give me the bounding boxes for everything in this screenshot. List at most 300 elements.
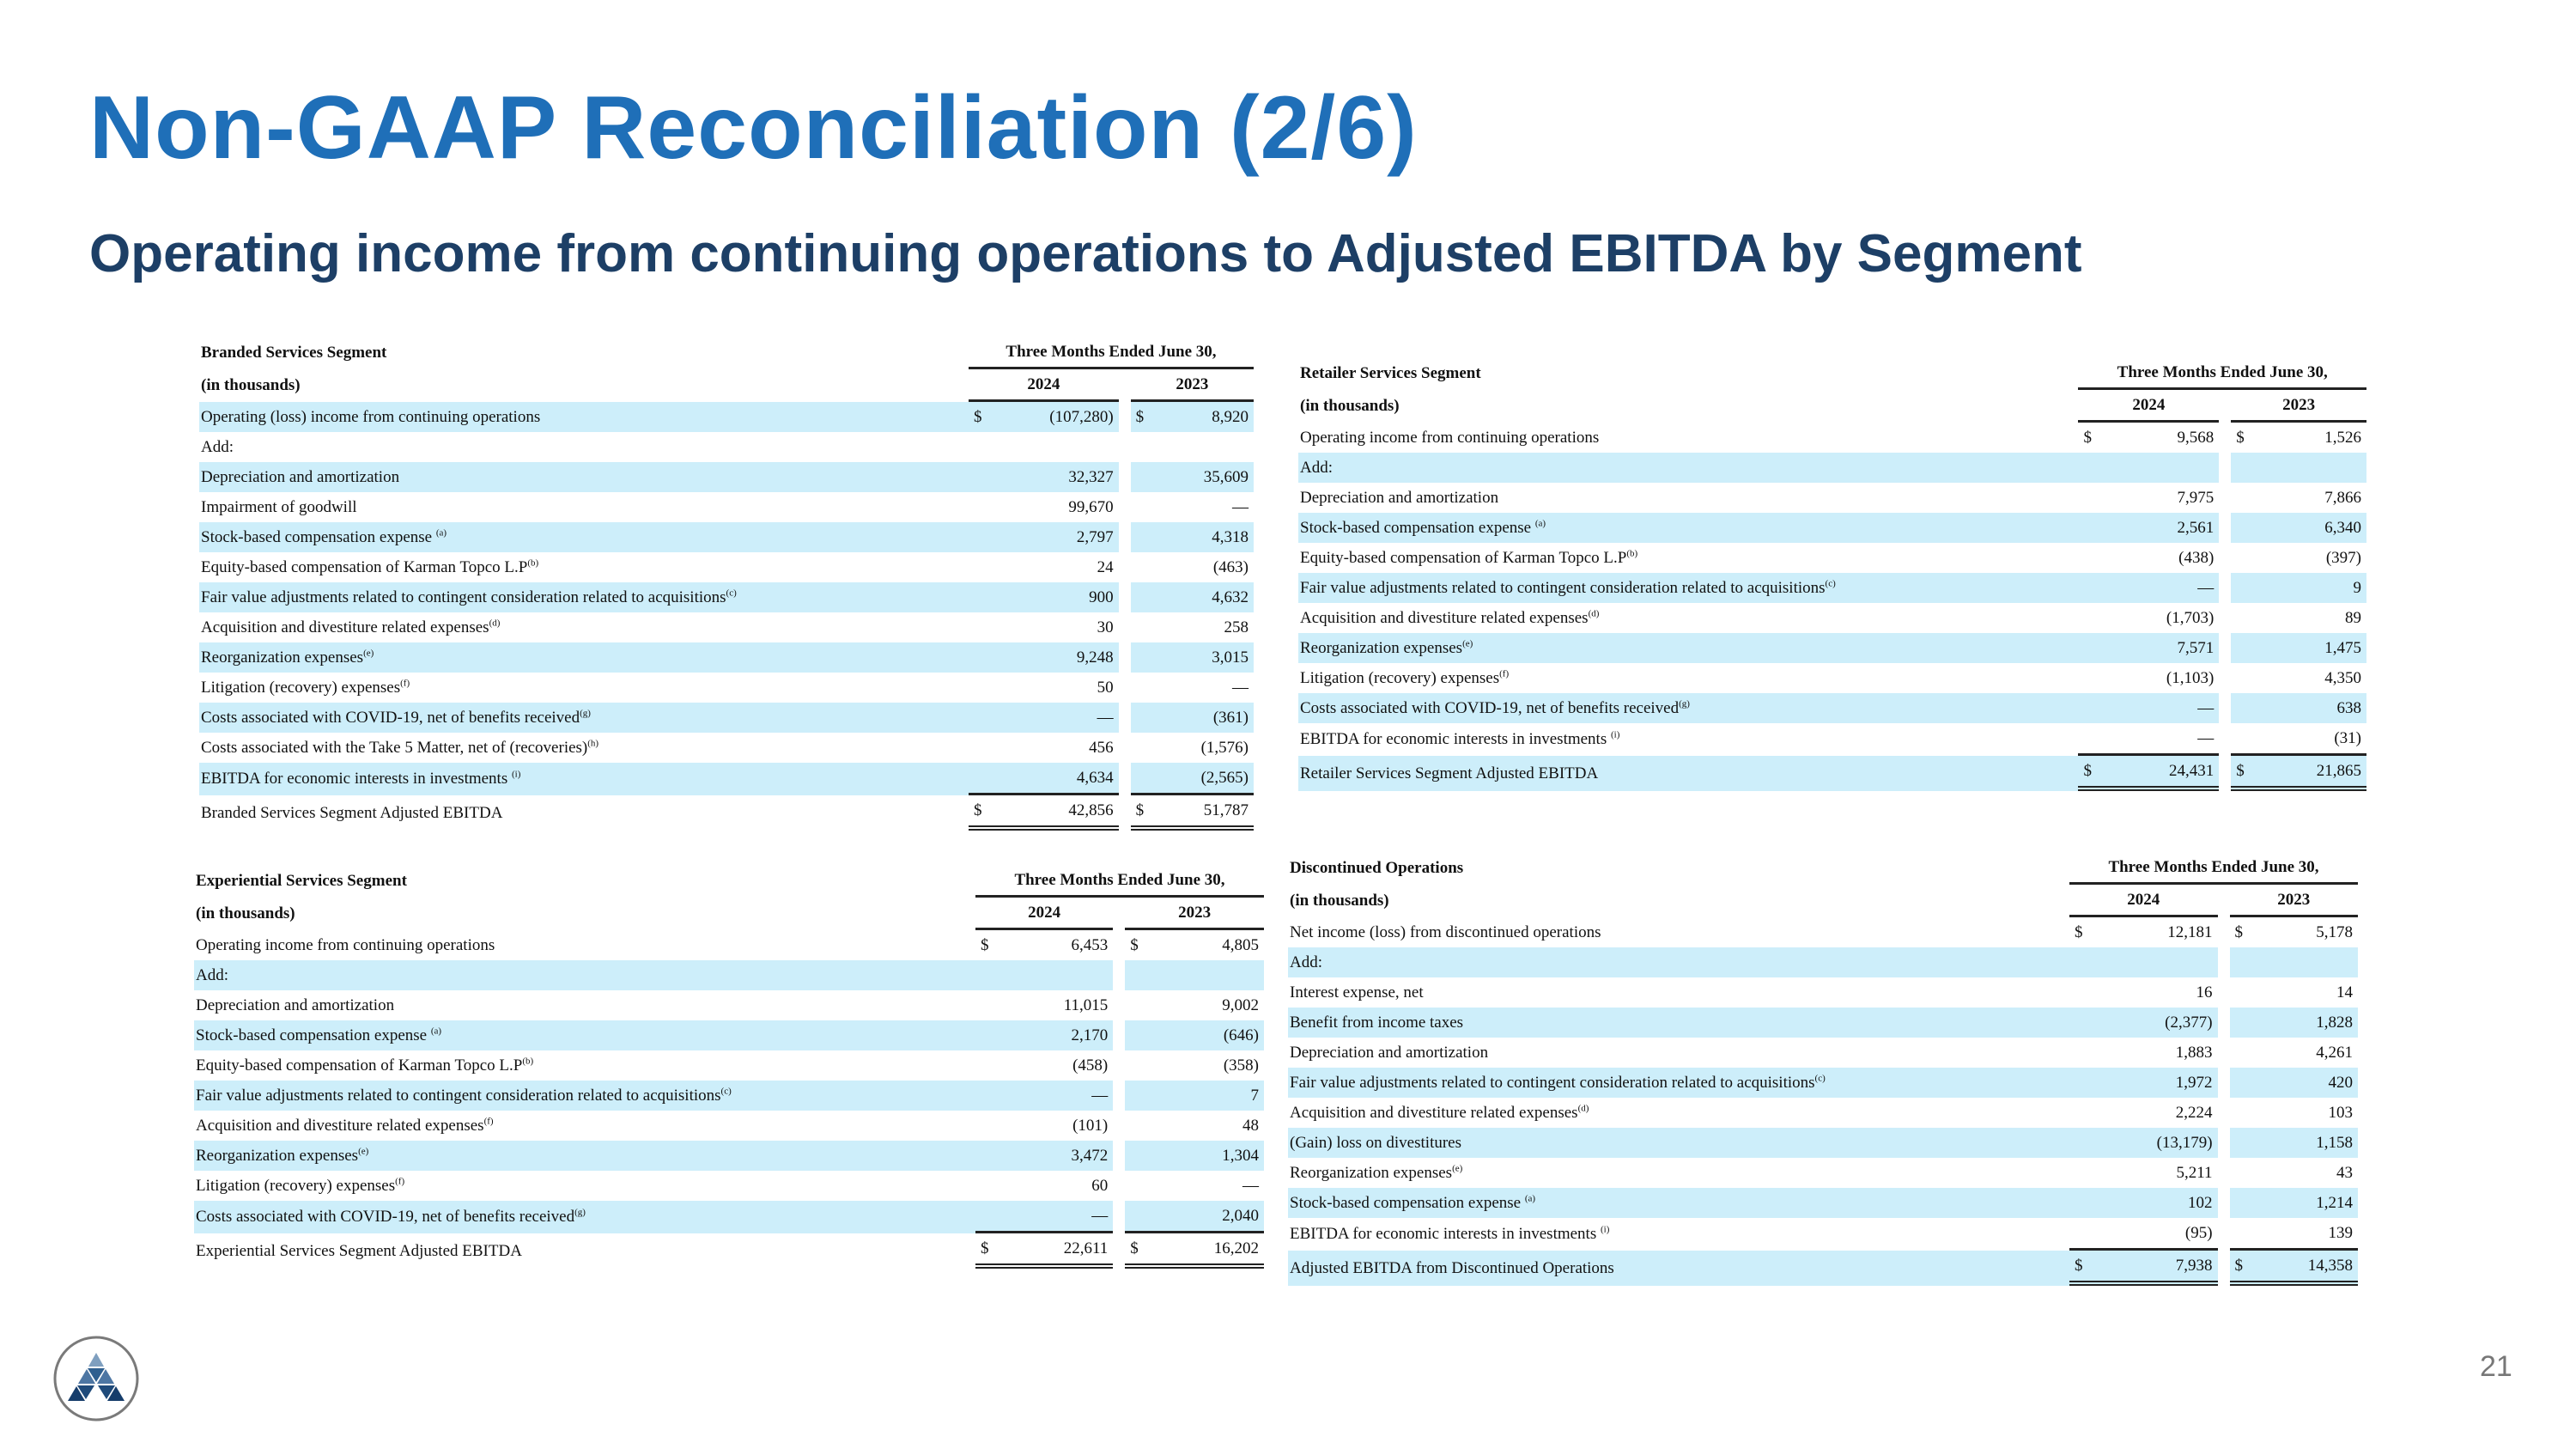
table-row (194, 1111, 1264, 1141)
value-2023: 3,015 (1158, 642, 1254, 673)
total-2024: 7,938 (2097, 1251, 2218, 1286)
footnote-marker: (a) (430, 1026, 442, 1037)
value-2024: 2,224 (2175, 1103, 2213, 1122)
value-2023 (2257, 947, 2358, 977)
footnote-marker: (e) (1452, 1163, 1463, 1174)
value-2024: 11,015 (1063, 995, 1109, 1014)
footnote-marker: (c) (726, 588, 737, 599)
currency-symbol (969, 733, 996, 763)
table-row (199, 673, 1254, 703)
row-label: Interest expense, net (1290, 983, 1424, 1002)
table-title: Experiential Services Segment (196, 872, 407, 890)
currency-symbol (2230, 947, 2257, 977)
row-label: Impairment of goodwill (201, 497, 357, 516)
table-row (1298, 423, 2366, 453)
row-label: Litigation (recovery) expenses$^{(f)}$ (1300, 668, 1510, 687)
value-2023: 6,340 (2258, 513, 2366, 543)
table-row (1298, 693, 2366, 723)
value-2023: 1,214 (2257, 1188, 2358, 1218)
currency-symbol (2231, 693, 2258, 723)
currency-symbol (2231, 663, 2258, 693)
row-label: Reorganization expenses$^{(e)}$ (1298, 633, 2078, 663)
row-label: Costs associated with COVID-19, net of benefits received$^{(g)}$ (1298, 693, 2078, 723)
currency-symbol (1131, 522, 1158, 552)
units-label: (in thousands) (201, 376, 301, 394)
currency-symbol (2078, 513, 2105, 543)
branded-services-table (199, 337, 1254, 831)
row-label: Fair value adjustments related to contingent consideration related to acquisitions$^{(c)}$ (1298, 573, 2078, 603)
currency-symbol (975, 1171, 1003, 1201)
row-label: Depreciation and amortization (1300, 488, 1499, 507)
currency-symbol (2078, 663, 2105, 693)
period-header: Three Months Ended June 30, (2078, 357, 2366, 390)
table-row (1298, 603, 2366, 633)
row-label: EBITDA for economic interests in investments $^{(i)}$ (199, 763, 969, 795)
currency-symbol (2069, 1218, 2097, 1251)
currency-symbol (2231, 483, 2258, 513)
table-row (194, 1050, 1264, 1081)
table-row (1298, 453, 2366, 483)
currency-symbol (2069, 1188, 2097, 1218)
row-label: Acquisition and divestiture related expenses$^{(f)}$ (196, 1116, 494, 1135)
period-header: Three Months Ended June 30, (969, 337, 1254, 369)
currency-symbol (969, 582, 996, 612)
value-2024: — (1003, 1201, 1113, 1233)
row-label: Add: (201, 437, 234, 456)
currency-symbol (1131, 582, 1158, 612)
value-2023: 1,828 (2257, 1008, 2358, 1038)
currency-symbol: $ (1131, 402, 1158, 432)
units-label: (in thousands) (1290, 892, 1389, 910)
currency-symbol (1125, 1171, 1152, 1201)
table-row (1288, 1038, 2358, 1068)
value-2024: (1,703) (2166, 608, 2215, 627)
currency-symbol (2230, 1128, 2257, 1158)
currency-symbol (1131, 673, 1158, 703)
value-2024: 12,181 (2167, 922, 2213, 941)
table-row (1288, 1008, 2358, 1038)
footnote-marker: (f) (483, 1116, 494, 1127)
value-2024: (458) (1072, 1056, 1109, 1075)
column-header-2024: 2024 (969, 369, 1119, 402)
footnote-marker: (b) (522, 1056, 534, 1067)
row-label: Reorganization expenses$^{(e)}$ (194, 1141, 975, 1171)
currency-symbol: $ (2069, 1251, 2097, 1286)
currency-symbol (2230, 1068, 2257, 1098)
value-2024: 1,883 (2175, 1043, 2213, 1062)
value-2024: (1,103) (2166, 668, 2215, 687)
value-2024: 24 (1097, 557, 1114, 576)
currency-symbol (2078, 453, 2105, 483)
value-2024: — (2105, 573, 2219, 603)
value-2023: 1,304 (1152, 1141, 1264, 1171)
footnote-marker: (i) (1610, 729, 1620, 740)
footnote-marker: (a) (1524, 1193, 1536, 1204)
value-2023: 35,609 (1158, 462, 1254, 492)
currency-symbol (2231, 453, 2258, 483)
value-2024: 3,472 (1003, 1141, 1113, 1171)
table-row (194, 1171, 1264, 1201)
footnote-marker: (f) (400, 678, 410, 689)
row-label: Acquisition and divestiture related expenses$^{(d)}$ (1300, 608, 1600, 627)
value-2024 (1003, 960, 1113, 990)
column-header-2023: 2023 (2231, 390, 2366, 423)
currency-symbol (969, 462, 996, 492)
currency-symbol (1131, 492, 1158, 522)
total-2023: 21,865 (2258, 756, 2366, 791)
currency-symbol (2231, 573, 2258, 603)
table-row (1298, 543, 2366, 573)
table-row (194, 1141, 1264, 1171)
total-2023: 14,358 (2257, 1251, 2358, 1286)
row-label: Operating (loss) income from continuing operations (199, 402, 969, 432)
row-label: Depreciation and amortization (196, 995, 395, 1014)
row-label: Reorganization expenses$^{(e)}$ (199, 642, 969, 673)
table-row (1288, 1158, 2358, 1188)
row-label: Operating income from continuing operations (1300, 428, 1600, 447)
row-label: Fair value adjustments related to contingent consideration related to acquisitions$^{(c)}$ (1288, 1068, 2069, 1098)
currency-symbol (1125, 960, 1152, 990)
row-label: Operating income from continuing operations (196, 935, 495, 954)
row-label: Acquisition and divestiture related expenses$^{(d)}$ (201, 618, 501, 636)
row-label: Add: (1298, 453, 2078, 483)
value-2024: 32,327 (996, 462, 1119, 492)
currency-symbol (2231, 633, 2258, 663)
footnote-marker: (g) (574, 1207, 586, 1218)
currency-symbol (1131, 612, 1158, 642)
value-2023: 139 (2257, 1218, 2358, 1251)
currency-symbol (975, 1020, 1003, 1050)
currency-symbol (2230, 977, 2257, 1008)
column-header-2023: 2023 (1125, 898, 1264, 930)
currency-symbol: $ (2083, 428, 2092, 447)
value-2023: 638 (2258, 693, 2366, 723)
currency-symbol (2231, 603, 2258, 633)
footnote-marker: (d) (1577, 1103, 1589, 1114)
table-row (194, 930, 1264, 960)
currency-symbol (1131, 642, 1158, 673)
currency-symbol: $ (1125, 1233, 1152, 1269)
currency-symbol (2069, 977, 2097, 1008)
table-row (1288, 917, 2358, 947)
total-2023: 51,787 (1158, 795, 1254, 831)
currency-symbol: $ (2230, 1251, 2257, 1286)
footnote-marker: (e) (1462, 638, 1473, 649)
value-2023: (463) (1212, 557, 1249, 576)
currency-symbol (2069, 1128, 2097, 1158)
value-2024: 2,170 (1003, 1020, 1113, 1050)
currency-symbol (2078, 603, 2105, 633)
column-header-2024: 2024 (2078, 390, 2219, 423)
total-2024: 22,611 (1003, 1233, 1113, 1269)
currency-symbol: $ (975, 1233, 1003, 1269)
table-row (1298, 513, 2366, 543)
total-label: Experiential Services Segment Adjusted EBITDA (196, 1241, 522, 1260)
currency-symbol (969, 642, 996, 673)
table-row (1288, 1188, 2358, 1218)
value-2023: 258 (1224, 618, 1249, 636)
footnote-marker: (g) (580, 708, 591, 719)
value-2024: — (1003, 1081, 1113, 1111)
value-2023: 9 (2258, 573, 2366, 603)
total-label: Adjusted EBITDA from Discontinued Operations (1288, 1251, 2069, 1286)
currency-symbol (2231, 723, 2258, 756)
currency-symbol (2069, 1068, 2097, 1098)
row-label: Acquisition and divestiture related expenses$^{(d)}$ (1290, 1103, 1589, 1122)
row-label: Stock-based compensation expense $^{(a)}$ (194, 1020, 975, 1050)
row-label: Reorganization expenses$^{(e)}$ (1290, 1163, 1463, 1182)
column-header-2023: 2023 (1131, 369, 1254, 402)
currency-symbol (975, 1050, 1003, 1081)
table-row (1288, 1068, 2358, 1098)
experiential-services-table (194, 865, 1264, 1269)
table-row (1288, 977, 2358, 1008)
footnote-marker: (f) (395, 1176, 405, 1187)
value-2024: 60 (1091, 1176, 1109, 1195)
currency-symbol: $ (981, 935, 989, 954)
total-row (1288, 1251, 2358, 1286)
currency-symbol (1131, 432, 1158, 462)
footnote-marker: (e) (363, 648, 374, 659)
value-2024: 16 (2196, 983, 2213, 1002)
value-2023: 7,866 (2324, 488, 2361, 507)
row-label: Equity-based compensation of Karman Topco $L.P^{(b)}$ (1300, 548, 1638, 567)
currency-symbol (2069, 1038, 2097, 1068)
value-2023: 420 (2257, 1068, 2358, 1098)
currency-symbol (2230, 1218, 2257, 1251)
value-2024 (2105, 453, 2219, 483)
currency-symbol (1131, 703, 1158, 733)
currency-symbol: $ (2236, 428, 2245, 447)
column-header-2024: 2024 (975, 898, 1113, 930)
table-row (199, 522, 1254, 552)
currency-symbol (969, 763, 996, 795)
value-2023: 1,475 (2258, 633, 2366, 663)
table-row (199, 642, 1254, 673)
retailer-services-table (1298, 357, 2366, 791)
table-row (199, 402, 1254, 432)
value-2024: 900 (996, 582, 1119, 612)
currency-symbol (2230, 1098, 2257, 1128)
currency-symbol (1125, 1141, 1152, 1171)
row-label: Add: (1288, 947, 2069, 977)
row-label: Benefit from income taxes (1288, 1008, 2069, 1038)
value-2024: 102 (2097, 1188, 2218, 1218)
table-row (199, 733, 1254, 763)
currency-symbol (2078, 693, 2105, 723)
value-2023: 48 (1242, 1116, 1259, 1135)
value-2023: — (1232, 678, 1249, 697)
table-row (199, 552, 1254, 582)
row-label: Net income (loss) from discontinued operations (1290, 922, 1601, 941)
period-header: Three Months Ended June 30, (975, 865, 1264, 898)
row-label: Fair value adjustments related to contingent consideration related to acquisitions$^{(c)}$ (194, 1081, 975, 1111)
total-row (1298, 756, 2366, 791)
value-2023: 4,318 (1158, 522, 1254, 552)
table-row (194, 1201, 1264, 1233)
value-2024: 30 (1097, 618, 1114, 636)
row-label: Costs associated with the Take 5 Matter, net of (recoveries)$^{(h)}$ (201, 738, 599, 757)
currency-symbol (1125, 1020, 1152, 1050)
currency-symbol (2078, 723, 2105, 756)
table-row (199, 703, 1254, 733)
currency-symbol (975, 1081, 1003, 1111)
currency-symbol (1125, 1201, 1152, 1233)
currency-symbol (969, 703, 996, 733)
currency-symbol (2230, 1008, 2257, 1038)
value-2024: — (996, 703, 1119, 733)
currency-symbol (2078, 543, 2105, 573)
value-2023: 4,632 (1158, 582, 1254, 612)
currency-symbol (1131, 763, 1158, 795)
row-label: Stock-based compensation expense $^{(a)}$ (1288, 1188, 2069, 1218)
table-row (194, 1020, 1264, 1050)
currency-symbol (969, 552, 996, 582)
currency-symbol (969, 612, 996, 642)
value-2023: (31) (2258, 723, 2366, 756)
table-row (199, 582, 1254, 612)
value-2024: (95) (2097, 1218, 2218, 1251)
value-2024: 9,568 (2177, 428, 2215, 447)
value-2023: 4,261 (2316, 1043, 2353, 1062)
row-label: Depreciation and amortization (199, 462, 969, 492)
currency-symbol (969, 492, 996, 522)
row-label: Equity-based compensation of Karman Topco $L.P^{(b)}$ (196, 1056, 534, 1075)
value-2023 (1158, 432, 1254, 462)
value-2024: 6,453 (1071, 935, 1109, 954)
footnote-marker: (g) (1679, 698, 1690, 709)
row-label: Stock-based compensation expense $^{(a)}$ (199, 522, 969, 552)
table-row (1298, 573, 2366, 603)
value-2024: 99,670 (1068, 497, 1114, 516)
currency-symbol: $ (2234, 922, 2244, 941)
value-2023: — (1242, 1176, 1259, 1195)
value-2023: (358) (1223, 1056, 1259, 1075)
row-label: Litigation (recovery) expenses$^{(f)}$ (196, 1176, 405, 1195)
total-label: Branded Services Segment Adjusted EBITDA (201, 803, 503, 822)
table-row (194, 960, 1264, 990)
footnote-marker: (f) (1499, 668, 1510, 679)
table-row (199, 763, 1254, 795)
table-title: Branded Services Segment (201, 344, 387, 362)
value-2024: 4,634 (996, 763, 1119, 795)
currency-symbol (2069, 947, 2097, 977)
currency-symbol (975, 1111, 1003, 1141)
footnote-marker: (a) (435, 527, 447, 539)
currency-symbol (2069, 1158, 2097, 1188)
footnote-marker: (d) (489, 618, 501, 629)
row-label: EBITDA for economic interests in investments $^{(i)}$ (1290, 1224, 1610, 1243)
row-label: Stock-based compensation expense $^{(a)}$ (1298, 513, 2078, 543)
value-2024: (438) (2178, 548, 2215, 567)
value-2024: 2,797 (996, 522, 1119, 552)
table-row (1298, 633, 2366, 663)
currency-symbol (2230, 1038, 2257, 1068)
value-2024: 7,975 (2177, 488, 2215, 507)
footnote-marker: (h) (587, 738, 599, 749)
discontinued-operations-table (1288, 852, 2358, 1286)
period-header: Three Months Ended June 30, (2069, 852, 2358, 885)
currency-symbol (2230, 1188, 2257, 1218)
currency-symbol (2230, 1158, 2257, 1188)
value-2023: 4,350 (2324, 668, 2361, 687)
currency-symbol (969, 522, 996, 552)
row-label: Equity-based compensation of Karman Topco $L.P^{(b)}$ (201, 557, 539, 576)
footnote-marker: (c) (720, 1086, 732, 1097)
value-2023: 14 (2336, 983, 2353, 1002)
value-2023: 7 (1152, 1081, 1264, 1111)
units-label: (in thousands) (1300, 397, 1400, 415)
row-label: Depreciation and amortization (1290, 1043, 1489, 1062)
value-2023: 1,526 (2324, 428, 2361, 447)
total-row (199, 795, 1254, 831)
column-header-2023: 2023 (2230, 885, 2358, 917)
currency-symbol (2078, 573, 2105, 603)
currency-symbol (969, 432, 996, 462)
table-row (199, 462, 1254, 492)
table-row (199, 612, 1254, 642)
total-2023: 16,202 (1152, 1233, 1264, 1269)
value-2023: 5,178 (2316, 922, 2353, 941)
table-row (1288, 1098, 2358, 1128)
currency-symbol (975, 990, 1003, 1020)
value-2024: (13,179) (2097, 1128, 2218, 1158)
currency-symbol (2069, 1098, 2097, 1128)
value-2023: (1,576) (1200, 738, 1249, 757)
currency-symbol: $ (1131, 795, 1158, 831)
row-label: Costs associated with COVID-19, net of benefits received$^{(g)}$ (199, 703, 969, 733)
currency-symbol (2078, 483, 2105, 513)
value-2024: (107,280) (996, 402, 1119, 432)
currency-symbol: $ (2078, 756, 2105, 791)
row-label: Litigation (recovery) expenses$^{(f)}$ (201, 678, 410, 697)
currency-symbol: $ (2231, 756, 2258, 791)
row-label: EBITDA for economic interests in investments $^{(i)}$ (1300, 729, 1620, 748)
value-2023: (646) (1152, 1020, 1264, 1050)
value-2024: — (2105, 723, 2219, 756)
total-label: Retailer Services Segment Adjusted EBITDA (1298, 756, 2078, 791)
footnote-marker: (b) (1626, 548, 1638, 559)
value-2023: 2,040 (1152, 1201, 1264, 1233)
table-row (1288, 1128, 2358, 1158)
value-2023 (2258, 453, 2366, 483)
value-2024 (996, 432, 1119, 462)
value-2024: — (2105, 693, 2219, 723)
total-row (194, 1233, 1264, 1269)
table-row (194, 990, 1264, 1020)
value-2024: (101) (1072, 1116, 1109, 1135)
currency-symbol (1125, 1050, 1152, 1081)
footnote-marker: (e) (358, 1146, 369, 1157)
currency-symbol: $ (2075, 922, 2083, 941)
table-row (199, 492, 1254, 522)
currency-symbol (2069, 1008, 2097, 1038)
value-2023: 9,002 (1222, 995, 1259, 1014)
currency-symbol (1125, 1081, 1152, 1111)
value-2023: (361) (1158, 703, 1254, 733)
value-2023: 103 (2328, 1103, 2353, 1122)
units-label: (in thousands) (196, 904, 295, 922)
currency-symbol (1131, 462, 1158, 492)
currency-symbol: $ (969, 795, 996, 831)
row-label: (Gain) loss on divestitures (1288, 1128, 2069, 1158)
value-2023: 43 (2336, 1163, 2353, 1182)
currency-symbol (1131, 733, 1158, 763)
value-2024 (2097, 947, 2218, 977)
footnote-marker: (c) (1825, 578, 1836, 589)
table-row (1298, 483, 2366, 513)
page-number: 21 (2480, 1350, 2512, 1383)
